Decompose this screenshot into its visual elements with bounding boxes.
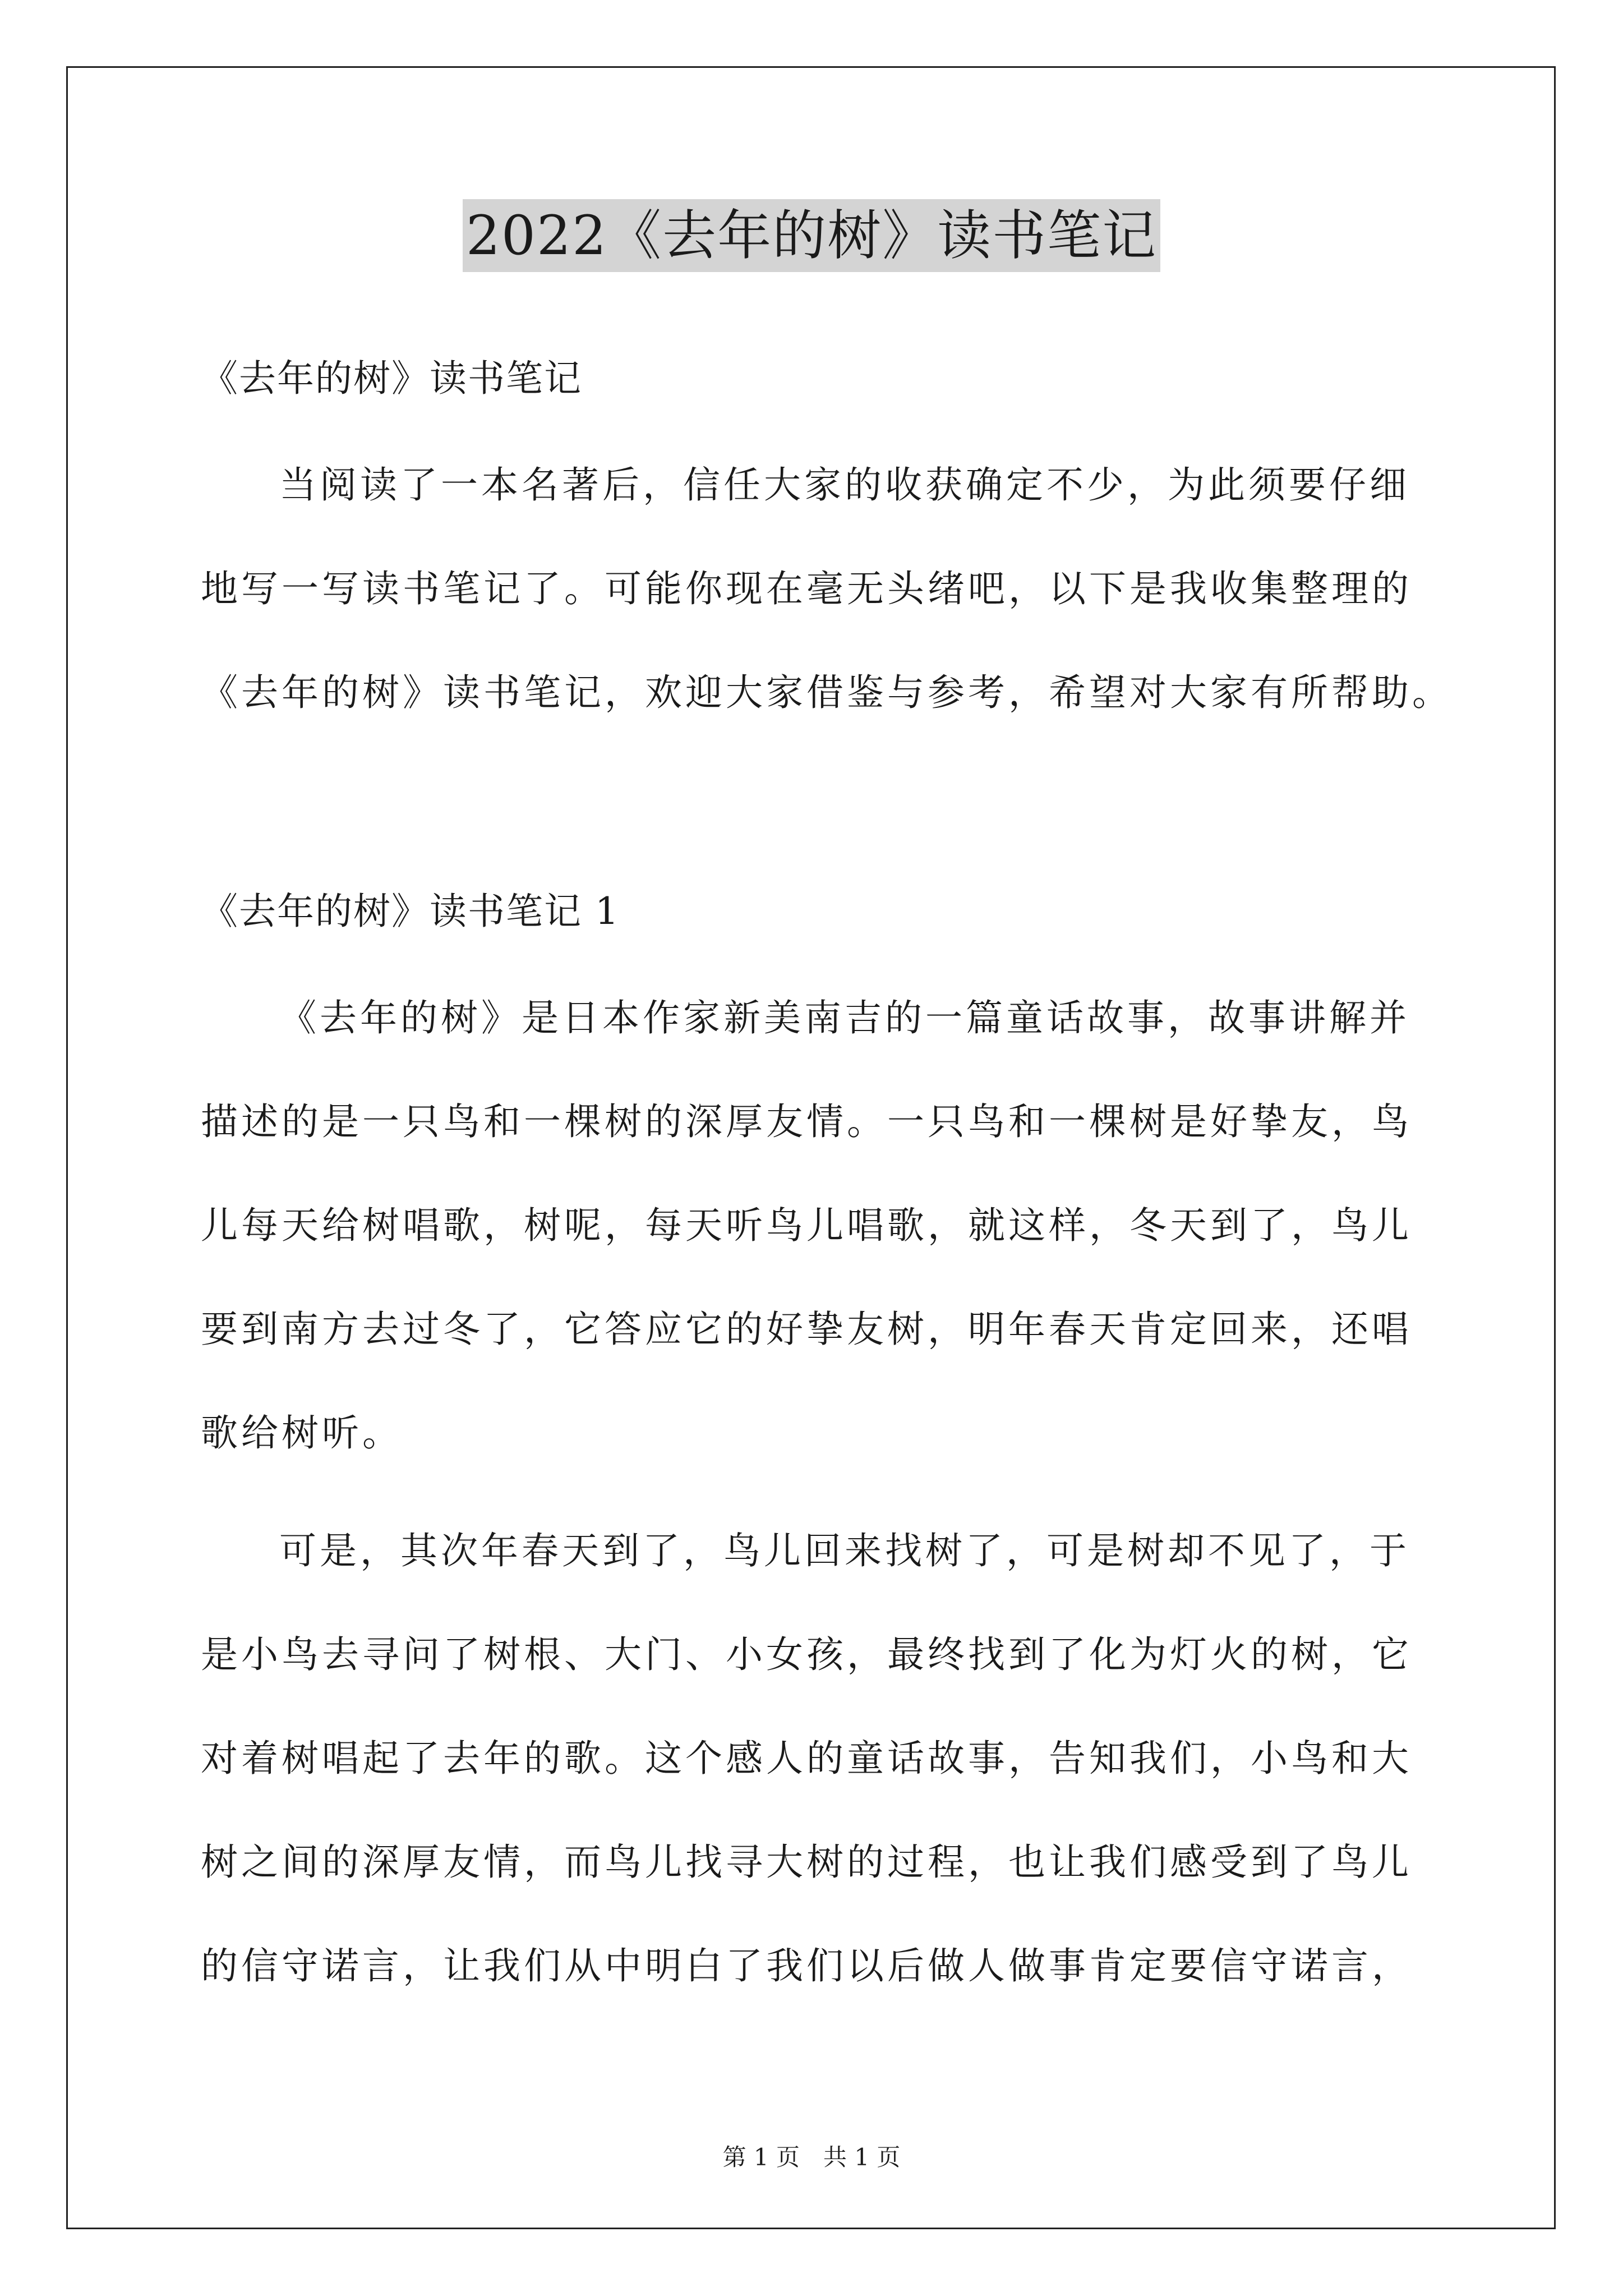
paragraph-line: 儿每天给树唱歌，树呢，每天听鸟儿唱歌，就这样，冬天到了，鸟儿 [201,1204,1412,1247]
paragraph-line: 描述的是一只鸟和一棵树的深厚友情。一只鸟和一棵树是好挚友，鸟 [201,1100,1412,1143]
paragraph-line: 可是，其次年春天到了，鸟儿回来找树了，可是树却不见了，于 [279,1529,1410,1572]
paragraph-line: 是小鸟去寻问了树根、大门、小女孩，最终找到了化为灯火的树，它 [201,1633,1412,1676]
paragraph-line: 《去年的树》是日本作家新美南吉的一篇童话故事，故事讲解并 [279,996,1410,1039]
paragraph-line: 树之间的深厚友情，而鸟儿找寻大树的过程，也让我们感受到了鸟儿 [201,1841,1412,1884]
intro-heading: 《去年的树》读书笔记 [201,357,582,400]
intro-line: 当阅读了一本名著后，信任大家的收获确定不少，为此须要仔细 [279,463,1410,507]
intro-line: 《去年的树》读书笔记，欢迎大家借鉴与参考，希望对大家有所帮助。 [201,671,1453,714]
paragraph-line: 的信守诺言，让我们从中明白了我们以后做人做事肯定要信守诺言， [201,1944,1412,1987]
document-title: 2022《去年的树》读书笔记 [463,199,1160,272]
paragraph-line: 对着树唱起了去年的歌。这个感人的童话故事，告知我们，小鸟和大 [201,1737,1412,1780]
page-footer: 第 1 页 共 1 页 [722,2143,901,2171]
paragraph-line: 要到南方去过冬了，它答应它的好挚友树，明年春天肯定回来，还唱 [201,1308,1412,1351]
paragraph-line: 歌给树听。 [201,1411,403,1455]
section-heading: 《去年的树》读书笔记 1 [201,890,620,933]
intro-line: 地写一写读书笔记了。可能你现在毫无头绪吧，以下是我收集整理的 [201,567,1412,610]
title-container [0,199,1623,272]
